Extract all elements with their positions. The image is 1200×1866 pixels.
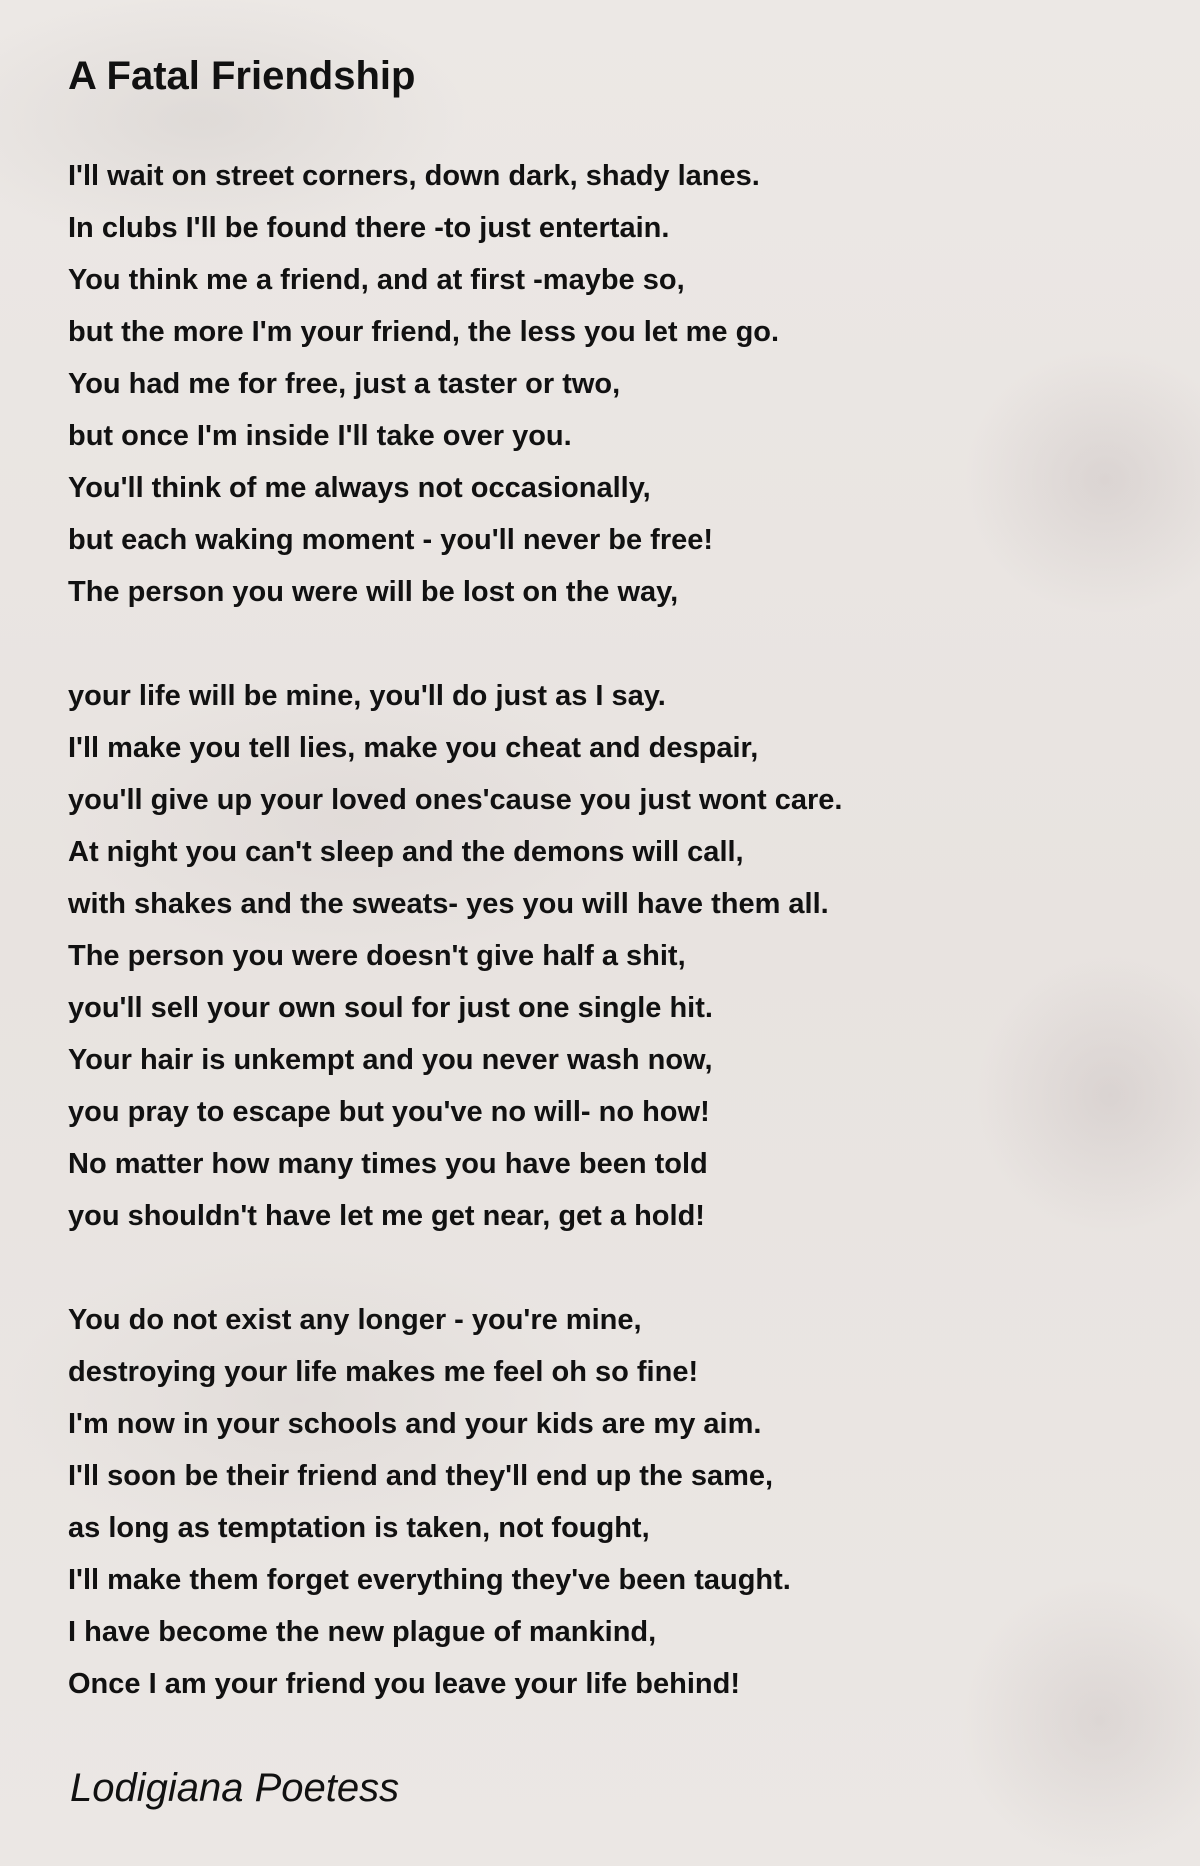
poem-line: You think me a friend, and at first -maybe so, — [68, 264, 685, 296]
poem-line: Once I am your friend you leave your life behind! — [68, 1668, 740, 1700]
poem-line: Your hair is unkempt and you never wash now, — [68, 1044, 713, 1076]
poem-line: you shouldn't have let me get near, get a hold! — [68, 1200, 705, 1232]
poem-line: I'll make them forget everything they've been taught. — [68, 1564, 791, 1596]
poem-line: In clubs I'll be found there -to just entertain. — [68, 212, 670, 244]
poem-line: You had me for free, just a taster or two, — [68, 368, 621, 400]
poem-title: A Fatal Friendship — [68, 54, 416, 98]
stanza-3 — [68, 1294, 842, 1710]
poem-line: I'll make you tell lies, make you cheat and despair, — [68, 732, 759, 764]
poem-line: but the more I'm your friend, the less you let me go. — [68, 316, 780, 348]
poem-author: Lodigiana Poetess — [70, 1766, 400, 1810]
stanza-2 — [68, 670, 842, 1242]
poem-line: you pray to escape but you've no will- no how! — [68, 1096, 710, 1128]
poem-line: with shakes and the sweats- yes you will have them all. — [68, 888, 829, 920]
poem-line: No matter how many times you have been told — [68, 1148, 708, 1180]
poem-line: You do not exist any longer - you're mine, — [68, 1304, 642, 1336]
poem-line: destroying your life makes me feel oh so fine! — [68, 1356, 699, 1388]
poem-line: The person you were will be lost on the way, — [68, 576, 679, 608]
poem-line: You'll think of me always not occasionally, — [68, 472, 651, 504]
poem-line: I'm now in your schools and your kids are my aim. — [68, 1408, 762, 1440]
stanza-1 — [68, 150, 842, 618]
poem-body — [68, 150, 842, 1762]
poem-line: The person you were doesn't give half a shit, — [68, 940, 686, 972]
poem-line: you'll give up your loved ones'cause you just wont care. — [68, 784, 843, 816]
poem-line: your life will be mine, you'll do just as I say. — [68, 680, 666, 712]
poem-line: I'll soon be their friend and they'll end up the same, — [68, 1460, 774, 1492]
poem-line: as long as temptation is taken, not fought, — [68, 1512, 650, 1544]
poem-line: but once I'm inside I'll take over you. — [68, 420, 572, 452]
poem-line: but each waking moment - you'll never be free! — [68, 524, 714, 556]
poem-line: At night you can't sleep and the demons will call, — [68, 836, 744, 868]
poem-line: I'll wait on street corners, down dark, shady lanes. — [68, 160, 760, 192]
poem-line: I have become the new plague of mankind, — [68, 1616, 657, 1648]
poem-line: you'll sell your own soul for just one single hit. — [68, 992, 713, 1024]
